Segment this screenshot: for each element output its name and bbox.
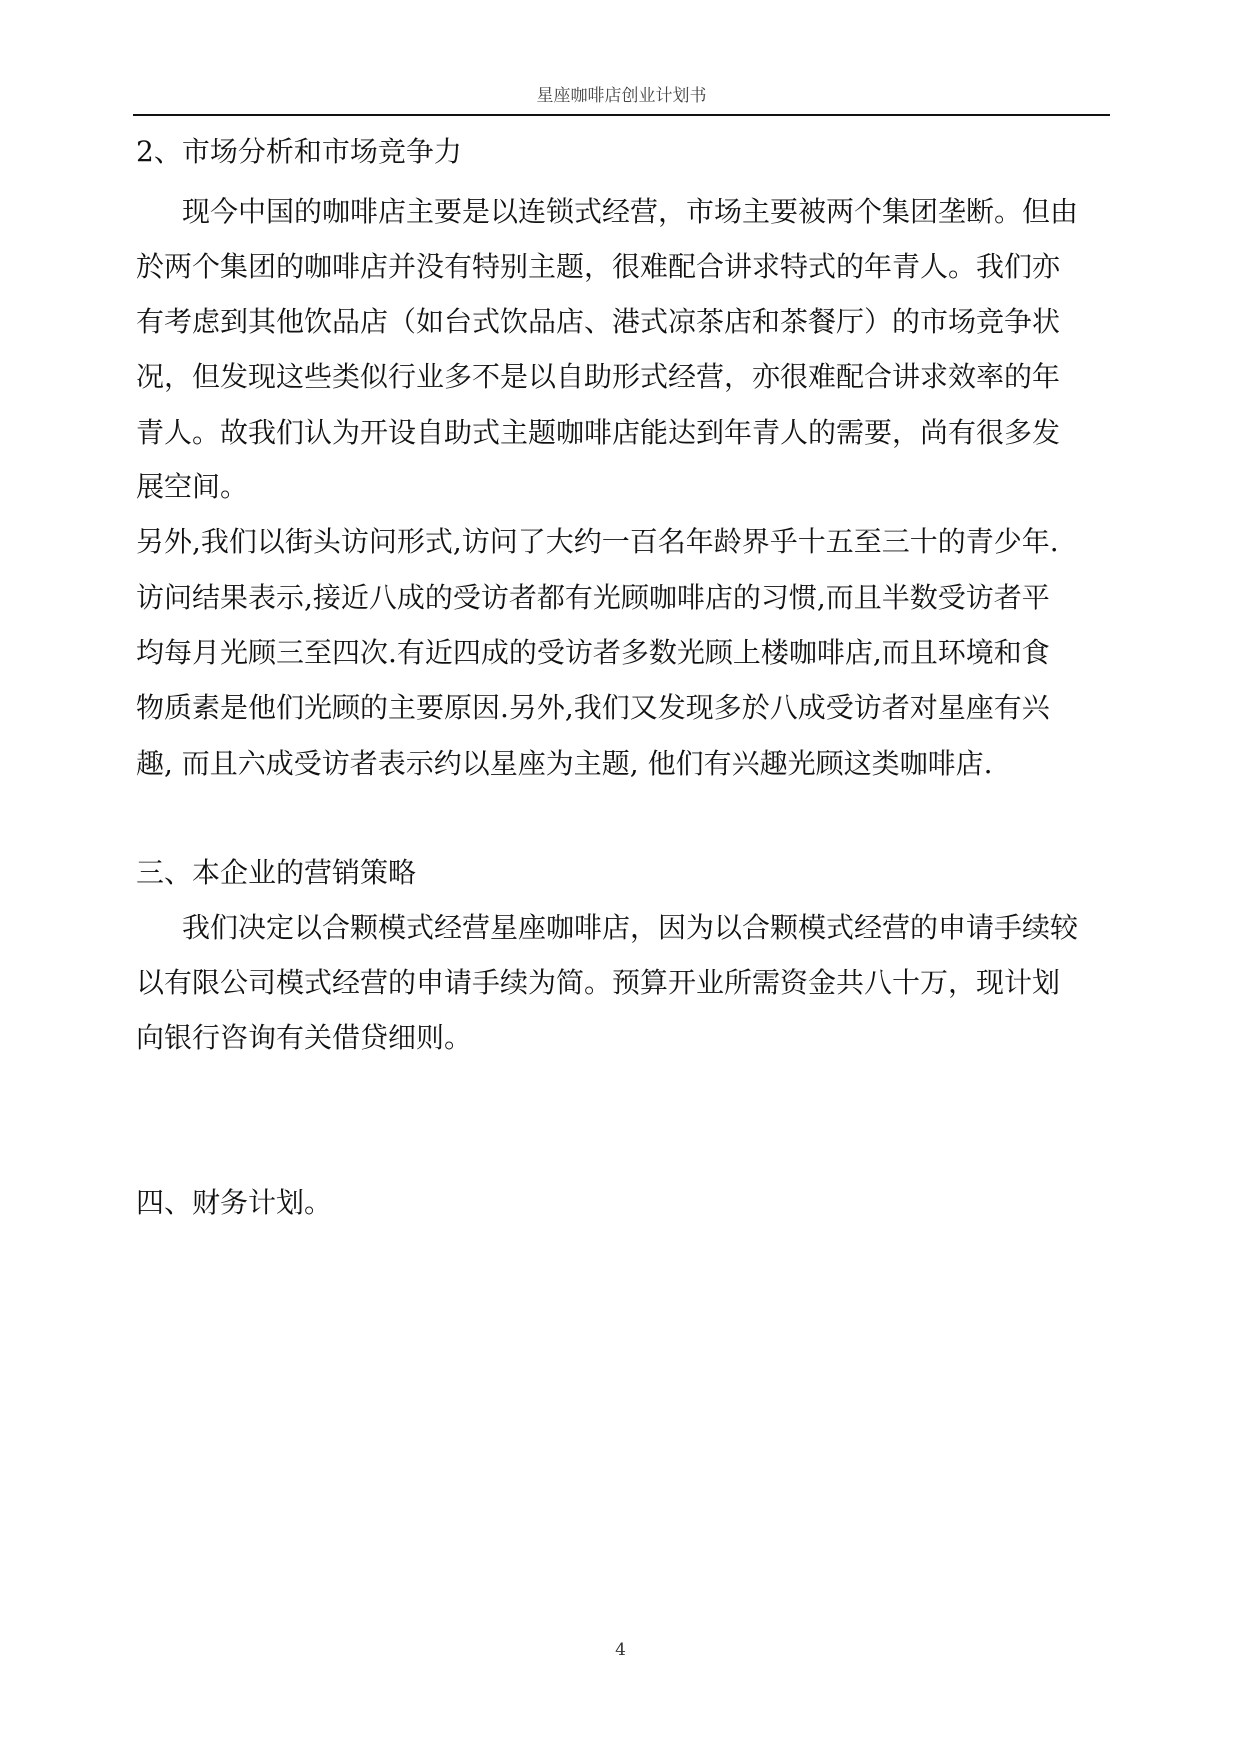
header-title: 星座咖啡店创业计划书 — [536, 86, 707, 106]
section2-para1-line: 青人。故我们认为开设自助式主题咖啡店能达到年青人的需要，尚有很多发 — [136, 416, 1061, 449]
section3-para-line: 以有限公司模式经营的申请手续为简。预算开业所需资金共八十万，现计划 — [136, 966, 1061, 999]
section2-para2-line: 另外,我们以街头访问形式,访问了大约一百名年龄界乎十五至三十的青少年. — [136, 525, 1059, 558]
section2-para1-line: 展空间。 — [136, 470, 249, 503]
section4-heading: 四、财务计划。 — [136, 1186, 333, 1219]
section2-para2-line: 访问结果表示,接近八成的受访者都有光顾咖啡店的习惯,而且半数受访者平 — [136, 581, 1050, 614]
section2-para2-line: 物质素是他们光顾的主要原因.另外,我们又发现多於八成受访者对星座有兴 — [136, 691, 1050, 724]
section3-para-line: 我们决定以合颗模式经营星座咖啡店，因为以合颗模式经营的申请手续较 — [182, 911, 1079, 944]
section3-para-line: 向银行咨询有关借贷细则。 — [136, 1021, 473, 1054]
section2-heading: 2、市场分析和市场竞争力 — [136, 135, 462, 168]
section2-para1-line: 於两个集团的咖啡店并没有特别主题，很难配合讲求特式的年青人。我们亦 — [136, 250, 1061, 283]
running-header — [133, 86, 1110, 116]
section2-para1-line: 况，但发现这些类似行业多不是以自助形式经营，亦很难配合讲求效率的年 — [136, 360, 1061, 393]
section2-para2-line: 趣, 而且六成受访者表示约以星座为主题, 他们有兴趣光顾这类咖啡店. — [136, 747, 993, 780]
section2-para1-line: 有考虑到其他饮品店（如台式饮品店、港式凉茶店和茶餐厅）的市场竞争状 — [136, 305, 1061, 338]
section3-heading: 三、本企业的营销策略 — [136, 856, 417, 889]
section2-para1-line: 现今中国的咖啡店主要是以连锁式经营，市场主要被两个集团垄断。但由 — [182, 195, 1079, 228]
section2-para2-line: 均每月光顾三至四次.有近四成的受访者多数光顾上楼咖啡店,而且环境和食 — [136, 636, 1050, 669]
page-number: 4 — [615, 1640, 626, 1660]
